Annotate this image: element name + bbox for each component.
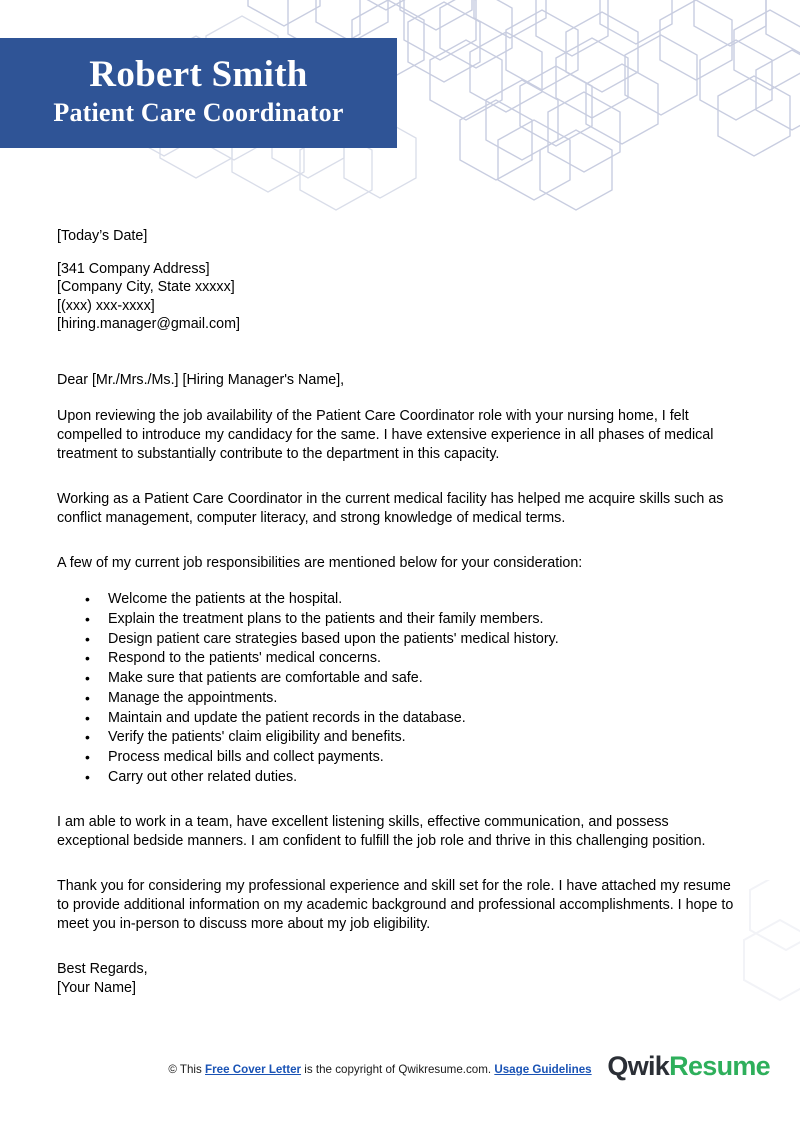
signoff-block [57, 960, 743, 997]
logo-text-qwik: Qwik [607, 1051, 670, 1081]
bullet-icon: • [85, 650, 90, 667]
bullet-icon: • [85, 748, 90, 765]
responsibilities-list [57, 590, 743, 787]
list-item-text: Manage the appointments. [108, 689, 278, 706]
list-item-text: Respond to the patients' medical concerns. [108, 650, 381, 667]
logo-text-resume: Resume [669, 1051, 770, 1081]
list-item [57, 669, 743, 689]
list-item [57, 709, 743, 729]
paragraph-responsibilities-lead: A few of my current job responsibilities are mentioned below for your consideration: [57, 555, 583, 572]
list-item-text: Maintain and update the patient records in the database. [108, 709, 466, 726]
signature-placeholder: [Your Name] [57, 979, 136, 996]
usage-guidelines-link[interactable]: Usage Guidelines [494, 1063, 592, 1076]
list-item [57, 689, 743, 709]
list-item-text: Process medical bills and collect payments. [108, 748, 384, 765]
bullet-icon: • [85, 591, 90, 608]
copyright-text-before: This [176, 1063, 206, 1076]
bullet-icon: • [85, 768, 90, 785]
list-item-text: Carry out other related duties. [108, 768, 298, 785]
list-item [57, 610, 743, 630]
recipient-address-block [57, 260, 743, 333]
bullet-icon: • [85, 670, 90, 687]
paragraph-skills: Working as a Patient Care Coordinator in the current medical facility has helped me acquire skills such as conflict management, computer literacy, and strong knowledge of medical terms. [57, 491, 724, 527]
date-placeholder: [Today’s Date] [57, 228, 148, 244]
copyright-symbol: © [168, 1063, 177, 1076]
address-line: [341 Company Address] [57, 261, 210, 277]
address-line: [Company City, State xxxxx] [57, 279, 235, 296]
page-footer [0, 1041, 800, 1101]
list-item-text: Verify the patients' claim eligibility and benefits. [108, 729, 406, 746]
list-item-text: Design patient care strategies based upon the patients' medical history. [108, 630, 559, 647]
list-item-text: Make sure that patients are comfortable and safe. [108, 670, 423, 687]
closing-line: Best Regards, [57, 961, 148, 978]
address-line: [(xxx) xxx-xxxx] [57, 297, 155, 314]
person-job-title: Patient Care Coordinator [53, 98, 344, 128]
list-item [57, 590, 743, 610]
list-item [57, 728, 743, 748]
bullet-icon: • [85, 729, 90, 746]
name-banner [0, 38, 397, 148]
address-line: [hiring.manager@gmail.com] [57, 315, 240, 332]
bullet-icon: • [85, 610, 90, 627]
paragraph-thanks: Thank you for considering my professional experience and skill set for the role. I have attached my resume to provide additional information on my academic background and professional accomplishments. I hope to meet you in-person to discuss more about my job eligibility. [57, 878, 734, 933]
list-item [57, 630, 743, 650]
list-item-text: Welcome the patients at the hospital. [108, 591, 343, 608]
letter-header [0, 0, 800, 215]
bullet-icon: • [85, 689, 90, 706]
person-name: Robert Smith [89, 54, 308, 96]
free-cover-letter-link[interactable]: Free Cover Letter [205, 1063, 302, 1076]
paragraph-intro: Upon reviewing the job availability of the Patient Care Coordinator role with your nursing home, I felt compelled to introduce my candidacy for the same. I have extensive experience in all phases of medical treatment to substantially contribute to the department in this capacity. [57, 408, 714, 463]
paragraph-strengths: I am able to work in a team, have excellent listening skills, effective communication, and possess exceptional bedside manners. I am confident to fulfill the job role and thrive in this challenging position. [57, 814, 706, 850]
qwikresume-logo[interactable] [607, 1051, 770, 1082]
list-item [57, 649, 743, 669]
salutation: Dear [Mr./Mrs./Ms.] [Hiring Manager's Name], [57, 372, 345, 389]
copyright-text-middle: is the copyright of Qwikresume.com. [301, 1063, 495, 1076]
letter-body [0, 227, 800, 998]
list-item [57, 748, 743, 768]
bullet-icon: • [85, 709, 90, 726]
list-item [57, 768, 743, 788]
bullet-icon: • [85, 630, 90, 647]
list-item-text: Explain the treatment plans to the patients and their family members. [108, 610, 544, 627]
